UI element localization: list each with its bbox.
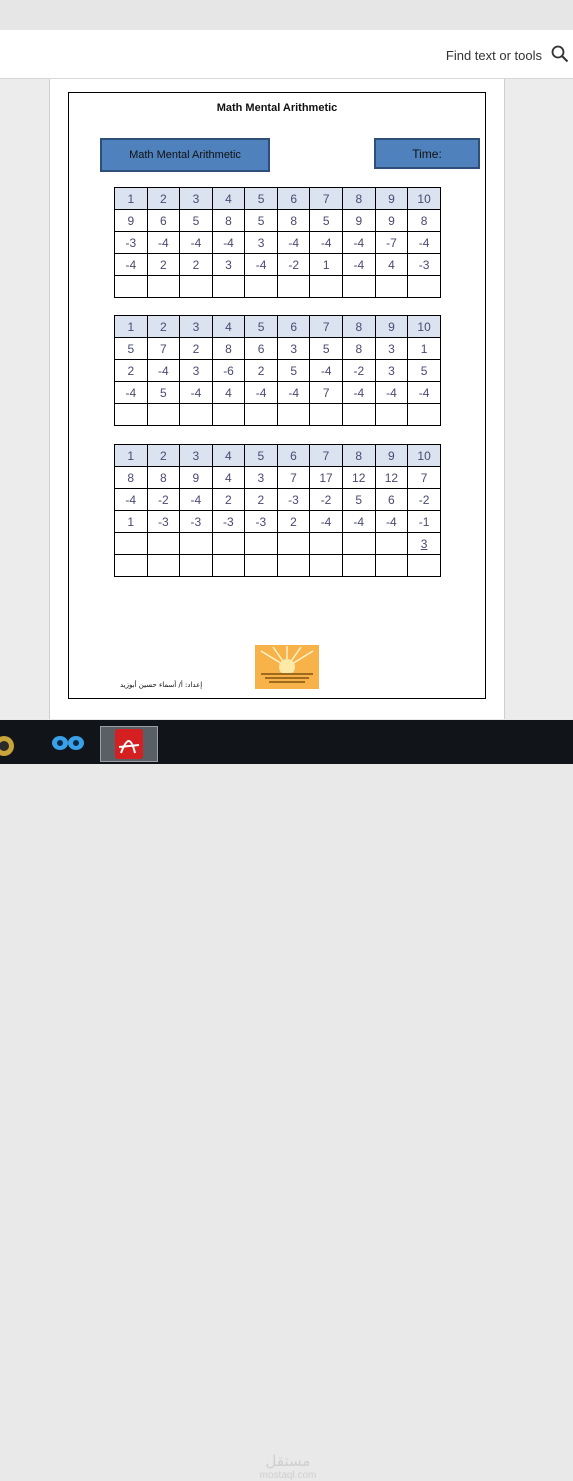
answer-cell: 3: [408, 533, 441, 555]
sun-logo: [255, 645, 319, 689]
table-cell: -3: [115, 232, 148, 254]
table-cell: -4: [115, 382, 148, 404]
table-cell: 7: [310, 445, 343, 467]
answer-cell: [343, 404, 376, 426]
table-cell: 7: [310, 188, 343, 210]
table-row: [115, 489, 441, 511]
table-cell: 4: [212, 316, 245, 338]
sunrise-icon: [255, 645, 319, 689]
table-cell: 5: [180, 210, 213, 232]
table-cell: 8: [342, 445, 375, 467]
table-cell: -3: [180, 511, 213, 533]
watermark-arabic: مستقل: [265, 1452, 311, 1470]
answer-cell: [375, 533, 408, 555]
answer-cell: [375, 276, 408, 298]
answer-cell: [212, 533, 245, 555]
table-cell: 9: [375, 210, 408, 232]
answer-cell: [408, 555, 441, 577]
table-cell: 7: [310, 382, 343, 404]
answer-cell: [408, 404, 441, 426]
table-cell: 12: [342, 467, 375, 489]
table-cell: 1: [310, 254, 343, 276]
table-cell: 3: [245, 232, 278, 254]
table-cell: -4: [277, 382, 310, 404]
table-cell: -2: [277, 254, 310, 276]
table-cell: -4: [375, 511, 408, 533]
table-cell: 1: [115, 511, 148, 533]
answer-row: [115, 404, 441, 426]
table-cell: 7: [277, 467, 310, 489]
table-cell: 1: [115, 316, 148, 338]
table-cell: 2: [115, 360, 148, 382]
answer-cell: [180, 555, 213, 577]
find-tools-label[interactable]: Find text or tools: [445, 48, 542, 63]
viewer-toolbar: [0, 30, 573, 79]
answer-cell: [180, 533, 213, 555]
table-cell: 2: [147, 188, 180, 210]
table-cell: 3: [180, 360, 213, 382]
document-viewer[interactable]: [0, 79, 573, 719]
exercise-table-2: [114, 315, 441, 426]
answer-cell: [310, 404, 343, 426]
table-cell: 3: [180, 316, 213, 338]
table-cell: 6: [147, 210, 180, 232]
table-cell: 6: [375, 489, 408, 511]
page-border: [68, 92, 486, 699]
table-cell: 2: [180, 338, 213, 360]
table-row: [115, 338, 441, 360]
table-cell: -3: [245, 511, 278, 533]
table-cell: 1: [115, 445, 148, 467]
table-cell: -7: [375, 232, 408, 254]
title-box-text: Math Mental Arithmetic: [129, 149, 241, 161]
table-cell: -3: [147, 511, 180, 533]
answer-cell: [277, 555, 310, 577]
answer-cell: [245, 276, 278, 298]
answer-row: [115, 276, 441, 298]
table-cell: -4: [180, 489, 213, 511]
answer-cell: [115, 404, 148, 426]
app-icon: [0, 726, 18, 760]
search-icon[interactable]: [551, 45, 569, 63]
document-title: Math Mental Arithmetic: [216, 102, 338, 114]
table-cell: 9: [375, 445, 408, 467]
eyes-icon: [40, 726, 96, 760]
table-cell: 5: [310, 338, 343, 360]
table-cell: -2: [147, 489, 180, 511]
table-cell: 6: [277, 445, 310, 467]
table-cell: 10: [408, 316, 441, 338]
table-cell: -4: [147, 232, 180, 254]
table-row: [115, 511, 441, 533]
table-cell: -4: [343, 232, 376, 254]
answer-cell: [375, 555, 408, 577]
answer-cell: [212, 404, 245, 426]
table-cell: 2: [147, 254, 180, 276]
answer-cell: [147, 555, 180, 577]
table-cell: 5: [342, 489, 375, 511]
table-cell: -2: [343, 360, 376, 382]
table-cell: 6: [277, 316, 310, 338]
answer-cell: [342, 555, 375, 577]
answer-cell: [343, 276, 376, 298]
table-cell: -2: [408, 489, 441, 511]
table-cell: 4: [212, 445, 245, 467]
table-cell: 8: [147, 467, 180, 489]
table-cell: 3: [277, 338, 310, 360]
answer-cell: [310, 533, 343, 555]
table-cell: 5: [245, 445, 278, 467]
table-cell: 7: [147, 338, 180, 360]
answer-cell: [212, 276, 245, 298]
answer-cell: [375, 404, 408, 426]
table-cell: 9: [180, 467, 213, 489]
window-top-strip: [0, 0, 573, 30]
table-cell: -4: [147, 360, 180, 382]
table-cell: 12: [375, 467, 408, 489]
pdf-reader-icon: [101, 727, 157, 761]
table-cell: 17: [310, 467, 343, 489]
title-box: [100, 138, 270, 172]
table-header-row: [115, 445, 441, 467]
answer-cell: [180, 404, 213, 426]
table-cell: 5: [147, 382, 180, 404]
table-cell: 5: [115, 338, 148, 360]
table-cell: 2: [147, 445, 180, 467]
answer-cell: [147, 276, 180, 298]
table-cell: 8: [408, 210, 441, 232]
answer-row: [115, 533, 441, 555]
answer-cell: [277, 533, 310, 555]
table-cell: -4: [115, 489, 148, 511]
watermark-latin: mostaql.com: [259, 1470, 317, 1481]
table-cell: -3: [277, 489, 310, 511]
table-cell: 8: [343, 188, 376, 210]
table-cell: 3: [245, 467, 278, 489]
table-cell: -4: [277, 232, 310, 254]
table-cell: -4: [180, 382, 213, 404]
table-cell: 7: [310, 316, 343, 338]
table-cell: 5: [245, 210, 278, 232]
table-cell: -4: [343, 254, 376, 276]
table-cell: -3: [408, 254, 441, 276]
table-cell: 6: [245, 338, 278, 360]
table-cell: -4: [310, 232, 343, 254]
table-header-row: [115, 316, 441, 338]
answer-cell: [245, 555, 278, 577]
table-cell: 8: [277, 210, 310, 232]
table-cell: -1: [408, 511, 441, 533]
table-cell: -4: [408, 382, 441, 404]
table-cell: 5: [310, 210, 343, 232]
answer-cell: [115, 555, 148, 577]
table-cell: 4: [375, 254, 408, 276]
table-cell: 5: [408, 360, 441, 382]
table-cell: 2: [180, 254, 213, 276]
table-cell: 4: [212, 467, 245, 489]
table-cell: -4: [245, 382, 278, 404]
answer-cell: [245, 404, 278, 426]
answer-cell: [115, 276, 148, 298]
table-cell: -4: [212, 232, 245, 254]
answer-cell: [342, 533, 375, 555]
time-box-text: Time:: [412, 146, 442, 161]
table-cell: 1: [408, 338, 441, 360]
table-cell: -4: [115, 254, 148, 276]
exercise-table-3: [114, 444, 441, 577]
answer-row: [115, 555, 441, 577]
answer-cell: [180, 276, 213, 298]
table-cell: 3: [375, 360, 408, 382]
table-cell: -4: [375, 382, 408, 404]
table-row: [115, 210, 441, 232]
table-header-row: [115, 188, 441, 210]
table-row: [115, 254, 441, 276]
table-cell: 10: [408, 188, 441, 210]
table-cell: 10: [408, 445, 441, 467]
table-cell: 3: [212, 254, 245, 276]
table-cell: 5: [245, 316, 278, 338]
table-cell: 2: [277, 511, 310, 533]
table-cell: 2: [147, 316, 180, 338]
taskbar-app-2[interactable]: [40, 726, 96, 760]
table-cell: 9: [375, 316, 408, 338]
taskbar: [0, 720, 573, 1481]
answer-cell: [147, 533, 180, 555]
table-cell: 2: [245, 489, 278, 511]
watermark: [250, 1452, 326, 1481]
table-cell: 5: [245, 188, 278, 210]
table-cell: -4: [408, 232, 441, 254]
time-box: [374, 138, 480, 169]
table-cell: 9: [343, 210, 376, 232]
answer-cell: [408, 276, 441, 298]
table-cell: 2: [212, 489, 245, 511]
table-cell: 9: [375, 188, 408, 210]
table-cell: 4: [212, 188, 245, 210]
table-cell: 3: [180, 445, 213, 467]
taskbar-pdf-reader[interactable]: [100, 726, 158, 762]
table-cell: 6: [277, 188, 310, 210]
table-cell: -4: [343, 382, 376, 404]
table-cell: -4: [310, 511, 343, 533]
table-cell: 8: [212, 338, 245, 360]
answer-cell: [277, 404, 310, 426]
table-cell: 7: [408, 467, 441, 489]
table-cell: 1: [115, 188, 148, 210]
table-cell: 8: [343, 316, 376, 338]
table-row: [115, 467, 441, 489]
author-credit: إعداد: أ/ أسماء حسين أبوزيد: [120, 681, 203, 689]
answer-cell: [310, 276, 343, 298]
table-row: [115, 382, 441, 404]
answer-cell: [310, 555, 343, 577]
table-cell: -4: [342, 511, 375, 533]
answer-cell: [115, 533, 148, 555]
table-cell: 3: [180, 188, 213, 210]
table-cell: 4: [212, 382, 245, 404]
table-cell: -4: [180, 232, 213, 254]
table-cell: 9: [115, 210, 148, 232]
table-cell: -2: [310, 489, 343, 511]
answer-cell: [212, 555, 245, 577]
table-cell: -6: [212, 360, 245, 382]
table-cell: 5: [277, 360, 310, 382]
table-cell: 8: [343, 338, 376, 360]
answer-cell: [245, 533, 278, 555]
table-cell: -4: [245, 254, 278, 276]
exercise-table-1: [114, 187, 441, 298]
table-cell: 3: [375, 338, 408, 360]
table-row: [115, 232, 441, 254]
table-cell: 8: [115, 467, 148, 489]
table-cell: -3: [212, 511, 245, 533]
table-cell: 8: [212, 210, 245, 232]
answer-cell: [147, 404, 180, 426]
table-cell: 2: [245, 360, 278, 382]
pdf-page: [49, 79, 505, 719]
table-row: [115, 360, 441, 382]
table-cell: -4: [310, 360, 343, 382]
answer-cell: [277, 276, 310, 298]
